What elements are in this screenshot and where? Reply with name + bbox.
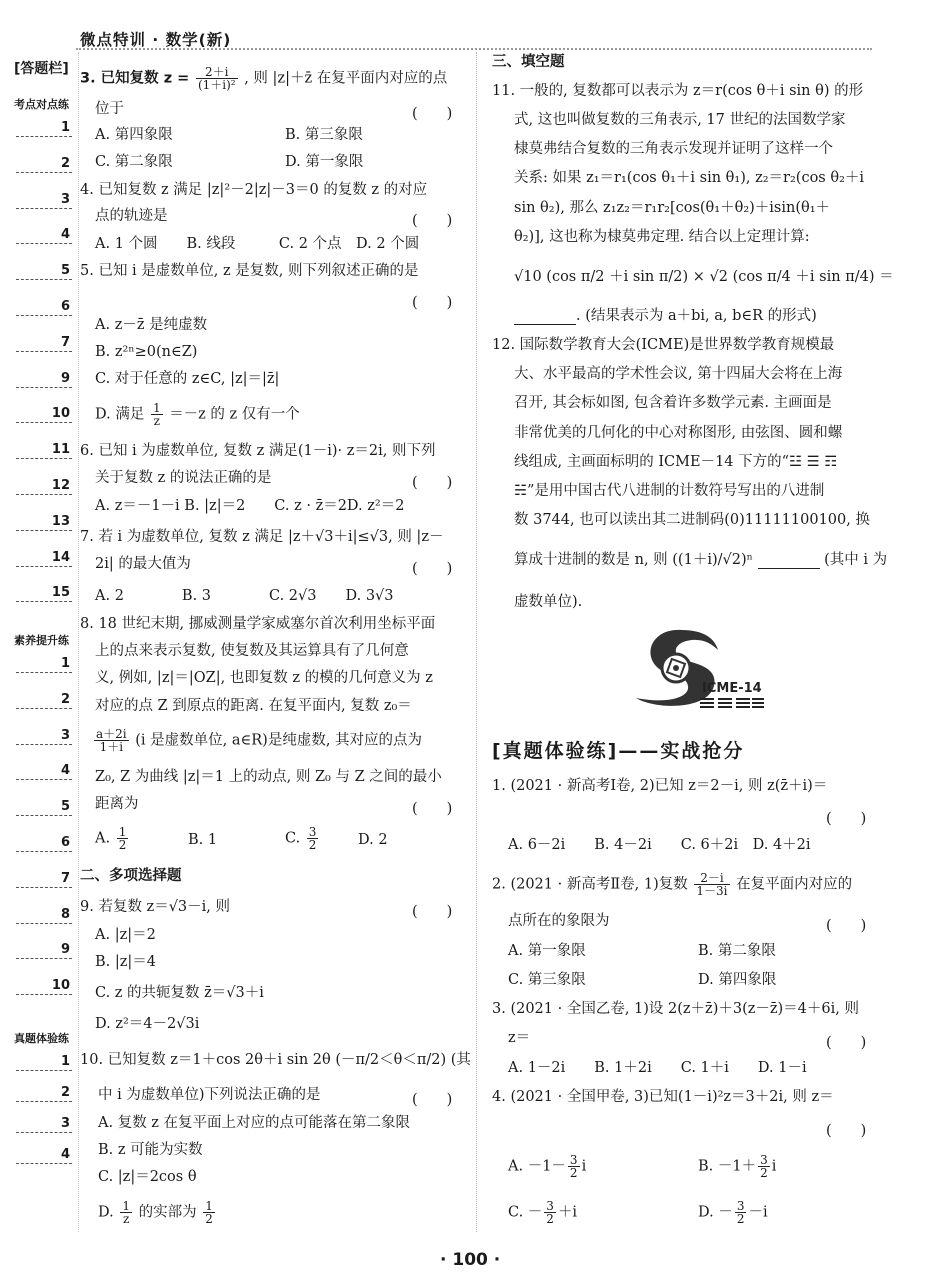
q9-option-d[interactable]: D. z²＝4－2√3i bbox=[95, 1016, 200, 1032]
answer-slot[interactable] bbox=[16, 928, 72, 959]
r2-frac-num: 2－i bbox=[694, 872, 729, 885]
r1-answer-paren[interactable]: ( ) bbox=[826, 811, 867, 827]
q5-option-b[interactable]: B. z²ⁿ≥0(n∈Z) bbox=[95, 344, 198, 360]
answer-sheet-title: [答题栏] bbox=[14, 61, 69, 77]
q8-frac-den: 1＋i bbox=[99, 740, 124, 754]
q11-formula: √10 (cos π/2 ＋i sin π/2) × √2 (cos π/4 ＋i sin π/4) ＝ bbox=[514, 269, 894, 285]
answer-slot[interactable] bbox=[16, 1040, 72, 1071]
r3-line1: 3. (2021 · 全国乙卷, 1)设 2(z＋z̄)＋3(z－z̄)＝4＋6i, 则 bbox=[492, 1001, 859, 1017]
answer-slot-number: 2 bbox=[60, 155, 70, 171]
r4-option-d[interactable] bbox=[698, 1200, 768, 1225]
column-divider bbox=[476, 52, 477, 1232]
icme-14-logo bbox=[622, 624, 766, 712]
section-multiple-choice: 二、多项选择题 bbox=[80, 868, 182, 884]
q5-option-a[interactable]: A. z－z̄ 是纯虚数 bbox=[95, 317, 208, 333]
q12-line7: 数 3744, 也可以读出其二进制码(0)11111100100, 换 bbox=[514, 512, 870, 528]
answer-slot-number: 2 bbox=[60, 691, 70, 707]
q12-line5: 线组成, 主画面标明的 ICME－14 下方的“☳ ☰ ☶ bbox=[514, 454, 838, 470]
q4-line2: 点的轨迹是 bbox=[95, 208, 168, 224]
answer-slot-number: 5 bbox=[60, 799, 70, 815]
answer-slot-number: 11 bbox=[51, 442, 70, 458]
answer-slot-number: 8 bbox=[60, 906, 70, 922]
q12-line3: 召开, 其会标如图, 包含着许多数学元素. 主画面是 bbox=[514, 395, 832, 411]
r1-line1: 1. (2021 · 新高考Ⅰ卷, 2)已知 z＝2－i, 则 z(z̄＋i)＝ bbox=[492, 778, 828, 794]
r4-line1: 4. (2021 · 全国甲卷, 3)已知(1－i)²z＝3＋2i, 则 z＝ bbox=[492, 1089, 834, 1105]
q3-option-b[interactable]: B. 第三象限 bbox=[285, 127, 363, 143]
q5-option-d[interactable] bbox=[95, 402, 300, 427]
r4-d-fraction bbox=[735, 1200, 747, 1225]
q3-fraction bbox=[196, 66, 238, 91]
q11-answer-blank[interactable] bbox=[514, 309, 576, 325]
answer-slot[interactable] bbox=[16, 392, 72, 423]
answer-sheet-divider bbox=[78, 52, 79, 1232]
header-divider bbox=[76, 48, 872, 50]
answer-slot[interactable] bbox=[16, 249, 72, 280]
r3-line2: z＝ bbox=[508, 1030, 531, 1046]
q7-line2: 2i| 的最大值为 bbox=[95, 556, 191, 572]
answer-slot[interactable] bbox=[16, 285, 72, 316]
q8-option-d[interactable]: D. 2 bbox=[358, 832, 388, 848]
q10-option-d[interactable] bbox=[98, 1200, 217, 1225]
q12-answer-blank[interactable] bbox=[758, 553, 820, 569]
answer-slot-number: 2 bbox=[60, 1085, 70, 1100]
q8-line5 bbox=[92, 728, 422, 753]
answer-slot[interactable] bbox=[16, 428, 72, 459]
q8-a-den: 2 bbox=[118, 838, 127, 852]
q12-line4: 非常优美的几何化的中心对称图形, 由弦图、圆和螺 bbox=[514, 425, 843, 441]
q11-line5: sin θ₂), 那么 z₁z₂＝r₁r₂[cos(θ₁＋θ₂)＋isin(θ₁＋ bbox=[514, 200, 831, 216]
q10-option-d-label: D. bbox=[98, 1204, 114, 1221]
answer-slot[interactable] bbox=[16, 749, 72, 780]
r2-stem-a: 2. (2021 · 新高考Ⅱ卷, 1)复数 bbox=[492, 876, 688, 893]
q11-line1: 11. 一般的, 复数都可以表示为 z＝r(cos θ＋i sin θ) 的形 bbox=[492, 83, 864, 99]
answer-slot[interactable] bbox=[16, 106, 72, 137]
q8-option-c[interactable] bbox=[285, 826, 320, 851]
q11-line3: 棣莫弗结合复数的三角表示发现并证明了这样一个 bbox=[514, 141, 833, 157]
q8-option-c-label: C. bbox=[285, 830, 301, 847]
q8-line5-text: (i 是虚数单位, a∈R)是纯虚数, 其对应的点为 bbox=[135, 732, 423, 749]
r2-answer-paren[interactable]: ( ) bbox=[826, 918, 867, 934]
answer-slot-number: 1 bbox=[60, 656, 70, 671]
r2-frac-den: 1－3i bbox=[696, 884, 728, 898]
q8-line6: Z₀, Z 为曲线 |z|＝1 上的动点, 则 Z₀ 与 Z 之间的最小 bbox=[95, 769, 442, 785]
q5-d-fraction bbox=[151, 402, 163, 427]
r4-d-label: D. － bbox=[698, 1204, 733, 1221]
answer-section-title: 考点对点练 bbox=[14, 98, 69, 111]
q3-line1 bbox=[80, 66, 447, 91]
answer-slot[interactable] bbox=[16, 464, 72, 495]
q7-line1: 7. 若 i 为虚数单位, 复数 z 满足 |z＋√3＋i|≤√3, 则 |z－ bbox=[80, 529, 444, 545]
r4-c-den: 2 bbox=[546, 1212, 554, 1226]
r4-b-num: 3 bbox=[760, 1153, 768, 1167]
q4-line1: 4. 已知复数 z 满足 |z|²－2|z|－3＝0 的复数 z 的对应 bbox=[80, 182, 428, 198]
r4-c-fraction bbox=[544, 1200, 556, 1225]
answer-slot[interactable] bbox=[16, 1102, 72, 1133]
q5-answer-paren[interactable]: ( ) bbox=[412, 295, 453, 311]
q8-frac-num: a＋2i bbox=[96, 727, 127, 741]
answer-slot-number: 12 bbox=[51, 478, 70, 493]
answer-slot-number: 3 bbox=[60, 1116, 70, 1131]
q12-line2: 大、水平最高的学术性会议, 第十四届大会将在上海 bbox=[514, 366, 843, 382]
q10-line2: 中 i 为虚数单位)下列说法正确的是 bbox=[98, 1087, 321, 1103]
q10-answer-paren[interactable]: ( ) bbox=[412, 1092, 453, 1108]
q8-a-num: 1 bbox=[118, 825, 127, 839]
q5-line1: 5. 已知 i 是虚数单位, z 是复数, 则下列叙述正确的是 bbox=[80, 263, 419, 279]
q12-line8-tail: (其中 i 为 bbox=[824, 552, 888, 568]
answer-slot[interactable] bbox=[16, 321, 72, 352]
q8-option-a[interactable] bbox=[95, 826, 130, 851]
answer-slot[interactable] bbox=[16, 678, 72, 709]
q3-frac-num: 2＋i bbox=[196, 66, 238, 79]
r4-c-end: ＋i bbox=[557, 1204, 578, 1221]
r4-b-fraction bbox=[758, 1154, 770, 1179]
r2-option-a[interactable]: A. 第一象限 bbox=[508, 943, 586, 959]
answer-slot[interactable] bbox=[16, 964, 72, 995]
q6-line1: 6. 已知 i 为虚数单位, 复数 z 满足(1－i)· z＝2i, 则下列 bbox=[80, 443, 436, 459]
q3-option-a[interactable]: A. 第四象限 bbox=[95, 127, 173, 143]
answer-slot[interactable] bbox=[16, 213, 72, 244]
q5-d-num: 1 bbox=[152, 401, 161, 415]
answer-slot-number: 7 bbox=[60, 870, 70, 886]
logo-dot bbox=[673, 665, 679, 671]
q8-line2: 上的点来表示复数, 使复数及其运算具有了几何意 bbox=[95, 643, 409, 659]
q6-answer-paren[interactable]: ( ) bbox=[412, 475, 453, 491]
answer-slot[interactable] bbox=[16, 857, 72, 888]
q6-options[interactable]: A. z＝－1－i B. |z|＝2 C. z · z̄＝2D. z²＝2 bbox=[95, 498, 405, 514]
q9-line1: 9. 若复数 z＝√3－i, 则 bbox=[80, 899, 231, 915]
answer-slot-number: 7 bbox=[60, 334, 70, 350]
q8-option-a-label: A. bbox=[95, 830, 111, 847]
r4-option-b[interactable] bbox=[698, 1154, 776, 1179]
logo-text: ICME-14 bbox=[702, 681, 762, 696]
answer-slot-number: 13 bbox=[51, 513, 70, 529]
q10-option-b[interactable]: B. z 可能为实数 bbox=[98, 1142, 203, 1158]
answer-slot[interactable] bbox=[16, 142, 72, 173]
q7-answer-paren[interactable]: ( ) bbox=[412, 561, 453, 577]
q6-line2: 关于复数 z 的说法正确的是 bbox=[95, 470, 272, 486]
answer-slot[interactable] bbox=[16, 642, 72, 673]
answer-slot-number: 4 bbox=[60, 227, 70, 243]
q11-line6: θ₂)], 这也称为棣莫弗定理. 结合以上定理计算: bbox=[514, 229, 810, 245]
r4-a-fraction bbox=[568, 1154, 580, 1179]
answer-slot[interactable] bbox=[16, 571, 72, 602]
answer-slot[interactable] bbox=[16, 785, 72, 816]
r2-stem-b: 在复平面内对应的 bbox=[736, 876, 853, 893]
r3-answer-paren[interactable]: ( ) bbox=[826, 1035, 867, 1051]
q3-stem-b: , 则 |z|＋z̄ 在复平面内对应的点 bbox=[244, 70, 448, 87]
q10-d-num2: 1 bbox=[205, 1199, 213, 1213]
answer-slot[interactable] bbox=[16, 714, 72, 745]
q5-option-d-label: D. 满足 bbox=[95, 406, 145, 423]
r4-b-label: B. －1＋ bbox=[698, 1158, 757, 1175]
answer-slot-number: 15 bbox=[51, 585, 70, 601]
section-fill-blank: 三、填空题 bbox=[492, 54, 565, 70]
answer-slot-number: 3 bbox=[60, 191, 70, 207]
q11-line4: 关系: 如果 z₁＝r₁(cos θ₁＋i sin θ₁), z₂＝r₂(cos θ₂＋i bbox=[514, 170, 865, 186]
q4-answer-paren[interactable]: ( ) bbox=[412, 213, 453, 229]
q12-line9: 虚数单位). bbox=[514, 594, 583, 610]
r4-d-den: 2 bbox=[736, 1212, 745, 1226]
answer-slot-number: 1 bbox=[60, 120, 70, 135]
q8-a-fraction bbox=[117, 826, 129, 851]
answer-slot-number: 10 bbox=[51, 406, 70, 422]
real-exam-section-title: [真题体验练]——实战抢分 bbox=[492, 740, 745, 762]
r4-d-end: －i bbox=[748, 1204, 768, 1221]
r4-a-label: A. －1－ bbox=[508, 1158, 566, 1175]
q8-c-fraction bbox=[307, 826, 319, 851]
answer-slot-number: 3 bbox=[60, 727, 70, 743]
q8-fraction bbox=[94, 728, 129, 753]
q5-option-d-text: ＝－z 的 z 仅有一个 bbox=[169, 406, 300, 423]
q3-stem-a: 3. 已知复数 z = bbox=[80, 70, 190, 87]
q3-option-d[interactable]: D. 第一象限 bbox=[285, 154, 364, 170]
r2-line1 bbox=[492, 872, 852, 897]
r2-line2: 点所在的象限为 bbox=[508, 913, 610, 929]
answer-slot[interactable] bbox=[16, 821, 72, 852]
r4-option-a[interactable] bbox=[508, 1154, 586, 1179]
page-number: · 100 · bbox=[440, 1250, 501, 1270]
q8-answer-paren[interactable]: ( ) bbox=[412, 801, 453, 817]
q12-line6: ☵”是用中国古代八进制的计数符号写出的八进制 bbox=[514, 483, 825, 499]
answer-slot-number: 6 bbox=[60, 835, 70, 850]
q7-options[interactable]: A. 2 B. 3 C. 2√3 D. 3√3 bbox=[95, 588, 394, 604]
answer-slot[interactable] bbox=[16, 1133, 72, 1164]
r2-option-b[interactable]: B. 第二象限 bbox=[698, 943, 776, 959]
r1-options[interactable]: A. 6－2i B. 4－2i C. 6＋2i D. 4＋2i bbox=[508, 837, 811, 853]
r3-options[interactable]: A. 1－2i B. 1＋2i C. 1＋i D. 1－i bbox=[508, 1060, 807, 1076]
answer-slot-number: 9 bbox=[60, 942, 70, 958]
answer-slot-number: 4 bbox=[60, 763, 70, 779]
q4-options[interactable]: A. 1 个圆 B. 线段 C. 2 个点 D. 2 个圆 bbox=[95, 236, 420, 252]
answer-slot-number: 5 bbox=[60, 263, 70, 279]
r4-d-num: 3 bbox=[736, 1199, 745, 1213]
r4-c-label: C. － bbox=[508, 1204, 543, 1221]
q10-d-fraction1 bbox=[120, 1200, 132, 1225]
q11-line2: 式, 这也叫做复数的三角表示, 17 世纪的法国数学家 bbox=[514, 112, 846, 128]
r4-c-num: 3 bbox=[546, 1199, 554, 1213]
q8-line1: 8. 18 世纪末期, 挪威测量学家威塞尔首次利用坐标平面 bbox=[80, 616, 436, 632]
answer-slot-number: 9 bbox=[60, 370, 70, 386]
r4-option-c[interactable] bbox=[508, 1200, 577, 1225]
answer-slot-number: 6 bbox=[60, 299, 70, 314]
q11-line8 bbox=[514, 309, 817, 325]
q10-d-num1: 1 bbox=[122, 1199, 130, 1213]
q8-line3: 义, 例如, |z|＝|OZ|, 也即复数 z 的模的几何意义为 z bbox=[95, 670, 433, 686]
q8-line7: 距离为 bbox=[95, 796, 139, 812]
q10-d-den2: 2 bbox=[205, 1212, 213, 1226]
q11-line8-text: . (结果表示为 a＋bi, a, b∈R 的形式) bbox=[576, 308, 817, 324]
q9-answer-paren[interactable]: ( ) bbox=[412, 904, 453, 920]
q8-c-num: 3 bbox=[308, 825, 317, 839]
answer-section-title: 素养提升练 bbox=[14, 634, 69, 647]
answer-slot[interactable] bbox=[16, 536, 72, 567]
r2-option-d[interactable]: D. 第四象限 bbox=[698, 972, 777, 988]
answer-slot-number: 10 bbox=[51, 978, 70, 994]
answer-slot-number: 14 bbox=[51, 549, 70, 565]
q10-option-c[interactable]: C. |z|＝2cos θ bbox=[98, 1169, 197, 1185]
answer-section-title: 真题体验练 bbox=[14, 1032, 69, 1045]
answer-slot[interactable] bbox=[16, 178, 72, 209]
q8-option-b[interactable]: B. 1 bbox=[188, 832, 218, 848]
q3-line2: 位于 bbox=[95, 101, 124, 117]
r2-fraction bbox=[694, 872, 729, 897]
answer-slot[interactable] bbox=[16, 500, 72, 531]
logo-counting-rods bbox=[700, 698, 764, 708]
r4-b-end: i bbox=[771, 1158, 777, 1175]
q9-option-c[interactable]: C. z 的共轭复数 z̄＝√3＋i bbox=[95, 985, 264, 1001]
q3-option-c[interactable]: C. 第二象限 bbox=[95, 154, 173, 170]
q10-option-d-text: 的实部为 bbox=[138, 1204, 197, 1221]
answer-slot[interactable] bbox=[16, 357, 72, 388]
q5-option-c[interactable]: C. 对于任意的 z∈C, |z|＝|z̄| bbox=[95, 371, 280, 387]
q10-d-fraction2 bbox=[203, 1200, 215, 1225]
r4-a-end: i bbox=[581, 1158, 587, 1175]
r4-b-den: 2 bbox=[760, 1166, 768, 1180]
q10-d-den1: z bbox=[122, 1212, 130, 1226]
q10-line1: 10. 已知复数 z＝1＋cos 2θ＋i sin 2θ (－π/2＜θ＜π/2) (其 bbox=[80, 1052, 471, 1068]
q12-line8 bbox=[514, 553, 887, 569]
answer-slot[interactable] bbox=[16, 1071, 72, 1102]
q3-answer-paren[interactable]: ( ) bbox=[412, 106, 453, 122]
r4-a-den: 2 bbox=[569, 1166, 578, 1180]
q9-option-a[interactable]: A. |z|＝2 bbox=[95, 927, 156, 943]
q8-c-den: 2 bbox=[308, 838, 317, 852]
q3-frac-den: (1＋i)² bbox=[197, 78, 236, 92]
answer-slot[interactable] bbox=[16, 893, 72, 924]
r4-a-num: 3 bbox=[569, 1153, 578, 1167]
page-header-title: 微点特训 · 数学(新) bbox=[80, 31, 232, 49]
q12-line1: 12. 国际数学教育大会(ICME)是世界数学教育规模最 bbox=[492, 337, 835, 353]
r2-option-c[interactable]: C. 第三象限 bbox=[508, 972, 586, 988]
q10-option-a[interactable]: A. 复数 z 在复平面上对应的点可能落在第二象限 bbox=[98, 1115, 411, 1131]
answer-slot-number: 4 bbox=[60, 1147, 70, 1162]
q5-d-den: z bbox=[153, 414, 160, 428]
q12-line8-text: 算成十进制的数是 n, 则 ((1＋i)/√2)ⁿ bbox=[514, 552, 753, 568]
q9-option-b[interactable]: B. |z|＝4 bbox=[95, 954, 157, 970]
answer-slot-number: 1 bbox=[60, 1054, 70, 1069]
r4-answer-paren[interactable]: ( ) bbox=[826, 1123, 867, 1139]
q8-line4: 对应的点 Z 到原点的距离. 在复平面内, 复数 z₀＝ bbox=[95, 698, 412, 714]
